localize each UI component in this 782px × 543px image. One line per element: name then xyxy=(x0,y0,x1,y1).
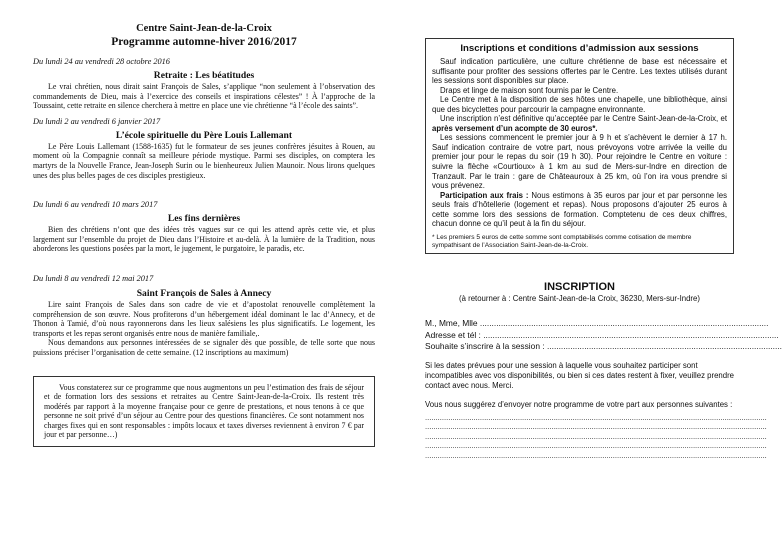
right-column xyxy=(425,38,782,461)
left-column xyxy=(33,22,375,447)
deposit-text: Une inscription n’est définitive qu’acceptée par le Centre Saint-Jean-de-la-Croix, et xyxy=(440,114,727,124)
session-date: Du lundi 8 au vendredi 12 mai 2017 xyxy=(33,273,154,283)
inscription-form xyxy=(425,281,782,461)
session-block xyxy=(33,57,375,111)
session-paragraph: Nous demandons aux personnes intéressées de se signaler dès que possible, de telle sorte que nous puissions préciser l’organisation de cette semaine. (12 inscriptions au maximum) xyxy=(33,338,375,357)
fees-note-text: Vous constaterez sur ce programme que nous augmentons un peu l’estimation des frais de séjour et de formation lors des sessions et retraites au Centre Saint-Jean-de-la-Croix. Ils restent très modérés par rapport à la moyenne française pour ce genre de prestations, et nous tenons à ce que personne ne soit privé d’un séjour au Centre pour des questions financières. Ce sont notamment nos charges fixes qui en sont responsables : impôts locaux et taxes diverses reviennent à environ 7 € par jour et par personne…) xyxy=(44,382,364,440)
conditions-paragraph xyxy=(432,191,727,229)
session-description xyxy=(33,142,375,180)
fees-text: Nous estimons à 35 euros par jour et par personne les seuls frais d’hôtellerie (logement et repas). Nous proposons d’ajouter 25 euros à cette somme lors des sessions de formation. Comptetenu de ces deux chiffres, chacun donne ce qu’il peut à la fin du séjour. xyxy=(432,190,727,229)
referral-line[interactable]: .................................................................................................................................................................. xyxy=(425,441,767,451)
conditions-box xyxy=(425,38,734,254)
session-date: Du lundi 2 au vendredi 6 janvier 2017 xyxy=(33,116,161,126)
session-title: Les fins dernières xyxy=(167,213,241,225)
contact-info: Si les dates prévues pour une session à laquelle vous souhaitez participer sont incompatibles avec vos disponibilités, ou bien si ces dates restent à fixer, veuillez prendre contact avec nous. Merci. xyxy=(425,361,735,390)
conditions-paragraph: Le Centre met à la disposition de ses hôtes une chapelle, une bibliothèque, ainsi que des bicyclettes pour parcourir la campagne environnante. xyxy=(432,95,727,114)
session-paragraph: Lire saint François de Sales dans son cadre de vie et d’apostolat renouvelle complètement la compréhension de son œuvre. Nous profiterons d’un hébergement idéal dominant le lac d’Annecy, et de Thonon à Tamié, d’où nous rayonnerons dans les lieux salésiens les plus significatifs. Le logement, les transports et les repas seront organisés entre nous de manière familiale,. xyxy=(33,299,375,338)
conditions-paragraph: Les sessions commencent le premier jour à 9 h et s’achèvent le dernier à 17 h. Sauf indication contraire de votre part, nous prévoyons votre arrivée la veille du premier jour pour le repas du soir (19 h 30). Pour rejoindre le Centre en voiture : suivre la flèche «Courtioux» à 1 km au sud de Mers-sur-Indre en direction de Tranzault. Par le train : gare de Châteauroux à 25 km, où l’on ira vous prendre si vous prévenez. xyxy=(432,133,727,191)
session-field[interactable]: Souhaite s’inscrire à la session : ..................................................................................................... xyxy=(425,341,782,352)
session-block xyxy=(33,117,375,180)
conditions-body xyxy=(432,57,727,229)
session-title: L’école spirituelle du Père Louis Lallemant xyxy=(115,129,293,141)
session-label: Souhaite s’inscrire à la session : xyxy=(425,341,545,352)
membership-footnote: * Les premiers 5 euros de cette somme sont comptabilisés comme cotisation de membre sympathisant de l’Association Saint-Jean-de-la-Croix. xyxy=(432,233,692,250)
fees-label: Participation aux frais : xyxy=(440,190,529,200)
name-field[interactable]: M., Mme, Mlle ............................................................................................................................ xyxy=(425,318,769,329)
fees-note-box xyxy=(33,376,375,448)
conditions-paragraph xyxy=(432,114,727,133)
referral-line[interactable]: .................................................................................................................................................................. xyxy=(425,451,767,461)
session-block xyxy=(33,200,375,254)
conditions-paragraph: Draps et linge de maison sont fournis par le Centre. xyxy=(440,85,619,95)
programme-title: Programme automne-hiver 2016/2017 xyxy=(111,36,297,48)
session-title: Retraite : Les béatitudes xyxy=(153,70,255,81)
center-name: Centre Saint-Jean-de-la-Croix xyxy=(136,23,272,34)
name-label: M., Mme, Mlle xyxy=(425,318,478,329)
session-description xyxy=(33,300,375,358)
inscription-title: INSCRIPTION xyxy=(544,281,615,294)
session-description xyxy=(33,225,375,254)
inscription-address: (à retourner à : Centre Saint-Jean-de-la Croix, 36230, Mers-sur-Indre) xyxy=(459,294,700,304)
session-paragraph: Le Père Louis Lallemant (1588-1635) fut le formateur de ses jeunes confrères jésuites à Rouen, au moment où la Compagnie connaît sa meilleure période mystique. Parmi ses disciples, on comptera les martyrs de la Nouvelle France, Jean-Joseph Surin ou le bienheureux Julien Maunoir. Nous lirons quelques unes des plus belles pages de ces disciples prestigieux. xyxy=(33,141,375,180)
session-date: Du lundi 24 au vendredi 28 octobre 2016 xyxy=(33,57,170,66)
conditions-title: Inscriptions et conditions d’admission aux sessions xyxy=(460,43,699,54)
session-paragraph: Bien des chrétiens n’ont que des idées très vagues sur ce qui les attend après cette vie, et plus largement sur l’ensemble du projet de Dieu dans l’Histoire et au-delà. À la lumière de la Tradition, nous aborderons les questions posées par la mort, le jugement, le purgatoire, le paradis, etc. xyxy=(33,225,375,254)
conditions-paragraph: Sauf indication particulière, une culture chrétienne de base est nécessaire et suffisante pour profiter des sessions offertes par le Centre. Les textes utilisés durant les sessions sont disponibles sur place. xyxy=(432,57,727,86)
session-paragraph: Le vrai chrétien, nous dirait saint François de Sales, s’applique “non seulement à l’observation des commandements de Dieu, mais à l’exercice des conseils et inspirations célestes” ! À l’approche de la Toussaint, cette retraite en silence cherchera à mettre en place une vie chrétienne “à l’école des saints”. xyxy=(33,82,375,111)
referral-line[interactable]: .................................................................................................................................................................. xyxy=(425,431,767,441)
session-description xyxy=(33,82,375,111)
address-label: Adresse et tél : xyxy=(425,329,481,340)
session-title: Saint François de Sales à Annecy xyxy=(136,287,272,299)
session-block xyxy=(33,274,375,358)
address-field[interactable]: Adresse et tél : ............................................................................................................................... xyxy=(425,329,779,340)
referral-prompt: Vous nous suggérez d’envoyer notre programme de votre part aux personnes suivantes : xyxy=(425,400,733,410)
session-date: Du lundi 6 au vendredi 10 mars 2017 xyxy=(33,200,158,210)
deposit-amount: après versement d’un acompte de 30 euros*. xyxy=(432,123,598,133)
referral-line[interactable]: .................................................................................................................................................................. xyxy=(425,412,767,422)
referral-line[interactable]: .................................................................................................................................................................. xyxy=(425,422,767,432)
